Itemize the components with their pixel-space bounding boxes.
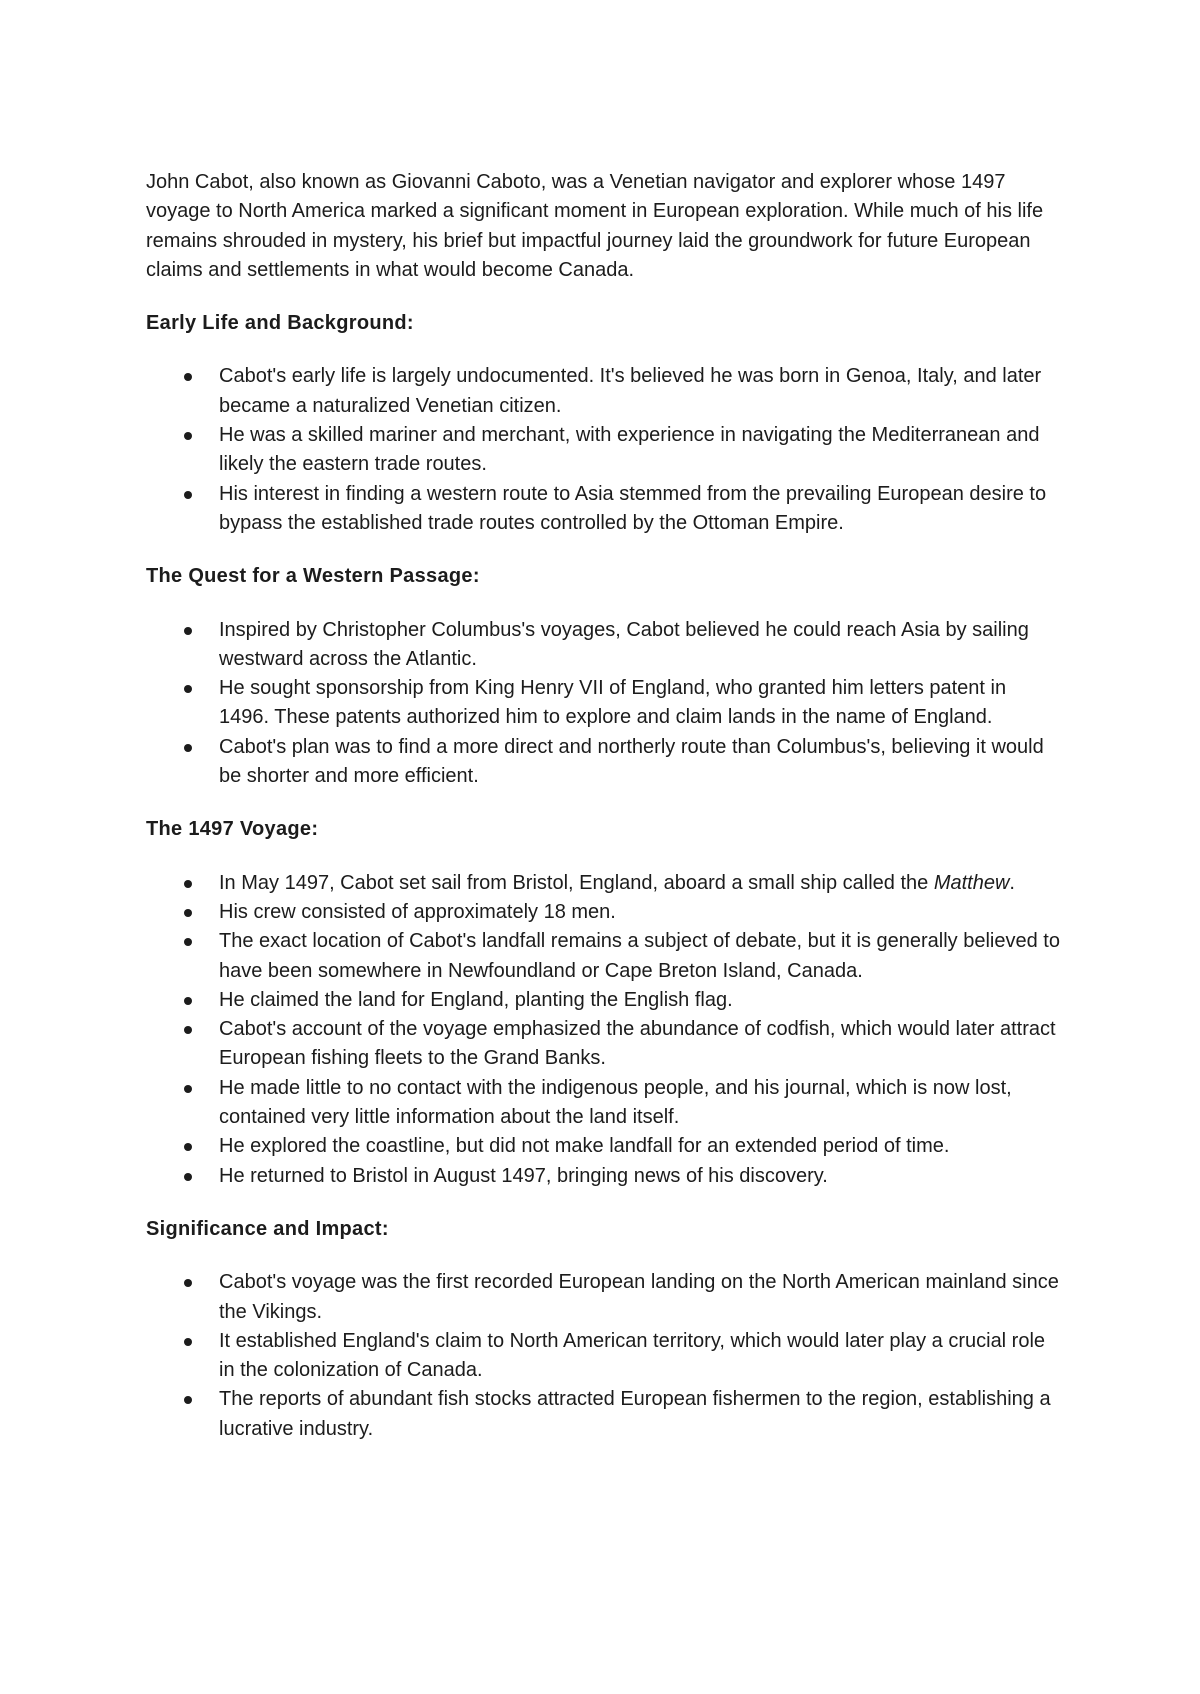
list-item: He made little to no contact with the indigenous people, and his journal, which is now lost, contained very little information about the land itself. [219, 1074, 1060, 1133]
ship-name: Matthew [933, 871, 1010, 894]
bullet-list-significance [146, 1268, 1060, 1444]
bullet-list-western-passage [146, 616, 1060, 792]
list-item: He claimed the land for England, planting the English flag. [219, 986, 1060, 1015]
list-item-text: In May 1497, Cabot set sail from Bristol, England, aboard a small ship called the [219, 871, 929, 894]
list-item: He returned to Bristol in August 1497, bringing news of his discovery. [219, 1162, 1060, 1191]
list-item: The exact location of Cabot's landfall remains a subject of debate, but it is generally believed to have been somewhere in Newfoundland or Cape Breton Island, Canada. [219, 927, 1060, 986]
list-item: The reports of abundant fish stocks attracted European fishermen to the region, establishing a lucrative industry. [219, 1385, 1060, 1444]
list-item: His crew consisted of approximately 18 men. [219, 898, 1060, 927]
intro-paragraph: John Cabot, also known as Giovanni Caboto, was a Venetian navigator and explorer whose 1497 voyage to North America marked a significant moment in European exploration. While much of his life remains shrouded in mystery, his brief but impactful journey laid the groundwork for future European claims and settlements in what would become Canada. [146, 171, 1044, 281]
list-item: Inspired by Christopher Columbus's voyages, Cabot believed he could reach Asia by sailing westward across the Atlantic. [219, 616, 1060, 675]
list-item: He was a skilled mariner and merchant, with experience in navigating the Mediterranean and likely the eastern trade routes. [219, 421, 1060, 480]
list-item [219, 869, 1060, 898]
bullet-list-1497-voyage [146, 869, 1060, 1191]
bullet-list-early-life [146, 362, 1060, 538]
list-item-punctuation: . [1009, 871, 1015, 894]
section-heading-1497-voyage: The 1497 Voyage: [146, 818, 319, 841]
section-heading-early-life: Early Life and Background: [146, 312, 414, 335]
list-item: He sought sponsorship from King Henry VII of England, who granted him letters patent in 1496. These patents authorized him to explore and claim lands in the name of England. [219, 674, 1060, 733]
list-item: Cabot's plan was to find a more direct and northerly route than Columbus's, believing it would be shorter and more efficient. [219, 733, 1060, 792]
list-item: It established England's claim to North American territory, which would later play a crucial role in the colonization of Canada. [219, 1327, 1060, 1386]
list-item: Cabot's early life is largely undocumented. It's believed he was born in Genoa, Italy, and later became a naturalized Venetian citizen. [219, 362, 1060, 421]
list-item: Cabot's account of the voyage emphasized the abundance of codfish, which would later attract European fishing fleets to the Grand Banks. [219, 1015, 1060, 1074]
list-item: His interest in finding a western route to Asia stemmed from the prevailing European desire to bypass the established trade routes controlled by the Ottoman Empire. [219, 480, 1060, 539]
section-heading-significance: Significance and Impact: [146, 1217, 389, 1240]
list-item: Cabot's voyage was the first recorded European landing on the North American mainland since the Vikings. [219, 1268, 1060, 1327]
section-heading-western-passage: The Quest for a Western Passage: [146, 565, 480, 588]
list-item: He explored the coastline, but did not make landfall for an extended period of time. [219, 1132, 1060, 1161]
